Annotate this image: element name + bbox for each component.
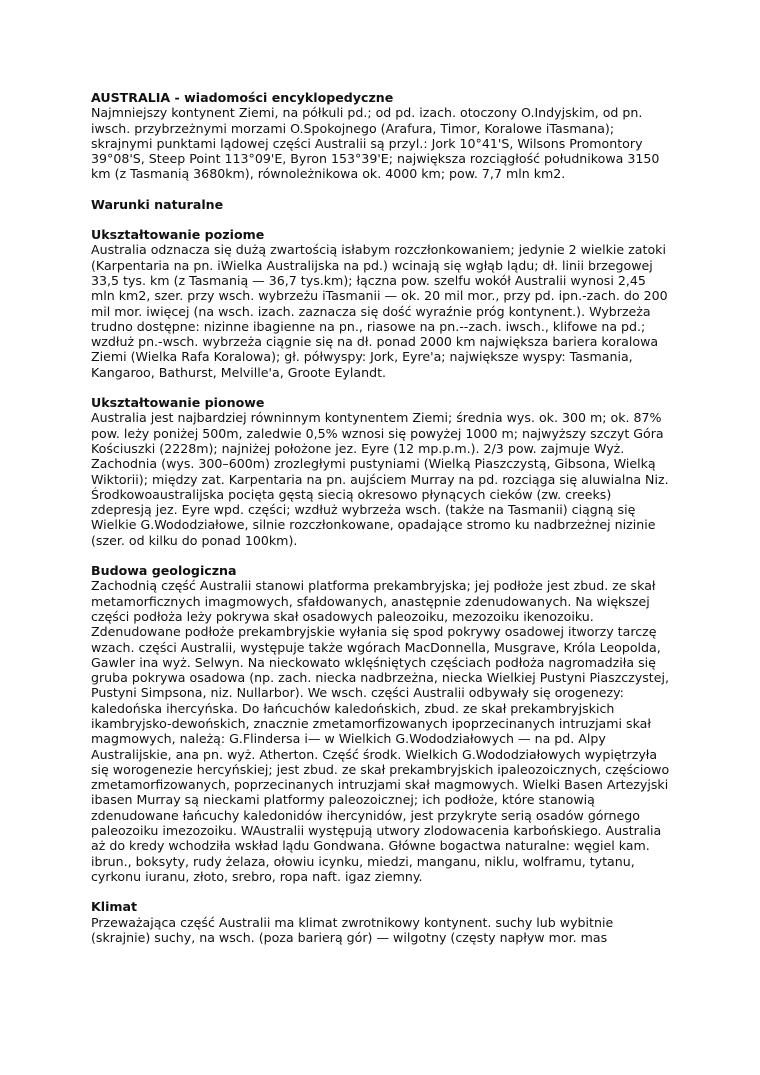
document-page (91, 90, 671, 945)
main-heading: Warunki naturalne (91, 196, 224, 212)
section-heading: Ukształtowanie pionowe (91, 395, 265, 411)
section-heading: Budowa geologiczna (91, 563, 237, 579)
section-geology (91, 563, 671, 884)
section-climate (91, 899, 671, 945)
section-vertical-relief (91, 395, 671, 548)
section-body: Australia odznacza się dużą zwartością isłabym rozczłonkowaniem; jedynie 2 wielkie zatoki (Karpentaria na pn. iWielka Australijska na pd.) wcinają się wgłąb lądu; dł. linii brzegowej 33,5 tys. km (z Tasmanią — 36,7 tys.km); łączna pow. szelfu wokół Australii wynosi 2,45 mln km2, szer. przy wsch. wybrzeżu iTasmanii — ok. 20 mil mor., przy pd. ipn.-zach. do 200 mil mor. iwięcej (na wsch. izach. zaznacza się dość wyraźnie próg kontynent.). Wybrzeża trudno dostępne: nizinne ibagienne na pn., riasowe na pn.--zach. iwsch., klifowe na pd.; wzdłuż pn.-wsch. wybrzeża ciągnie się na dł. ponad 2000 km największa bariera koralowa Ziemi (Wielka Rafa Koralowa); gł. półwyspy: Jork, Eyre'a; największe wyspy: Tasmania, Kangaroo, Bathurst, Melville'a, Groote Eylandt. (91, 242, 668, 380)
section-body: Zachodnią część Australii stanowi platforma prekambryjska; jej podłoże jest zbud. ze skał metamorficznych imagmowych, sfałdowanych, anastępnie zdenudowanych. Na większej części podłoża leży pokrywa skał osadowych paleozoiku, mezozoiku ikenozoiku. Zdenudowane podłoże prekambryjskie wyłania się spod pokrywy osadowej itworzy tarczę wzach. części Australii, występuje także wgórach MacDonnella, Musgrave, Króla Leopolda, Gawler ina wyż. Selwyn. Na nieckowato wklęśniętych częściach podłoża nagromadziła się gruba pokrywa osadowa (np. zach. niecka nadbrzeżna, niecka Wielkiej Pustyni Piaszczystej, Pustyni Simpsona, niz. Nullarbor). We wsch. części Australii odbywały się orogenezy: kaledońska ihercyńska. Do łańcuchów kaledońskich, zbud. ze skał prekambryjskich ikambryjsko-dewońskich, znacznie zmetamorfizowanych ipoprzecinanych intruzjami skał magmowych, należą: G.Flindersa i— w Wielkich G.Wododziałowych — na pd. Alpy Australijskie, ana pn. wyż. Atherton. Część środk. Wielkich G.Wododziałowych wypiętrzyła się worogenezie hercyńskiej; jest zbud. ze skał prekambryjskich ipaleozoicznych, częściowo zmetamorfizowanych, poprzecinanych intruzjami skał magmowych. Wielki Basen Artezyjski ibasen Murray są nieckami platformy paleozoicznej; ich podłoże, które stanowią zdenudowane łańcuchy kaledonidów ihercynidów, jest przykryte serią osadów górnego paleozoiku imezozoiku. WAustralii występują utwory zlodowacenia karbońskiego. Australia aż do kredy wchodziła wskład lądu Gondwana. Główne bogactwa naturalne: węgiel kam. ibrun., boksyty, rudy żelaza, ołowiu icynku, miedzi, manganu, niklu, wolframu, tytanu, cyrkonu iuranu, złoto, srebro, ropa naft. igaz ziemny. (91, 578, 670, 884)
section-body: Przeważająca część Australii ma klimat zwrotnikowy kontynent. suchy lub wybitnie (skrajnie) suchy, na wsch. (poza barierą gór) — wilgotny (częsty napływ mor. mas (91, 914, 614, 945)
section-body: Australia jest najbardziej równinnym kontynentem Ziemi; średnia wys. ok. 300 m; ok. 87% pow. leży poniżej 500m, zaledwie 0,5% wznosi się powyżej 1000 m; najwyższy szczyt Góra Kościuszki (2228m); najniżej położone jez. Eyre (12 mp.p.m.). 2/3 pow. zajmuje Wyż. Zachodnia (wys. 300–600m) zrozległymi pustyniami (Wielką Piaszczystą, Gibsona, Wielką Wiktorii); między zat. Karpentaria na pn. aujściem Murray na pd. rozciąga się aluwialna Niz. Środkowoaustralijska pocięta gęstą siecią okresowo płynących cieków (zw. creeks) zdepresją jez. Eyre wpd. części; wzdłuż wybrzeża wsch. (także na Tasmanii) ciągną się Wielkie G.Wododziałowe, silnie rozczłonkowane, opadające stromo ku nadbrzeżnej nizinie (szer. od kilku do ponad 100km). (91, 410, 669, 548)
section-heading: Ukształtowanie poziome (91, 227, 265, 243)
document-title: AUSTRALIA - wiadomości encyklopedyczne (91, 90, 394, 105)
section-heading: Klimat (91, 899, 138, 915)
section-horizontal-relief (91, 227, 671, 380)
intro-paragraph: Najmniejszy kontynent Ziemi, na półkuli pd.; od pd. izach. otoczony O.Indyjskim, od pn. iwsch. przybrzeżnymi morzami O.Spokojnego (Arafura, Timor, Koralowe iTasmana); skrajnymi punktami lądowej części Australii są przyl.: Jork 10°41'S, Wilsons Promontory 39°08'S, Steep Point 113°09'E, Byron 153°39'E; największa rozciągłość południkowa 3150 km (z Tasmanią 3680km), równoleżnikowa ok. 4000 km; pow. 7,7 mln km2. (91, 105, 660, 182)
